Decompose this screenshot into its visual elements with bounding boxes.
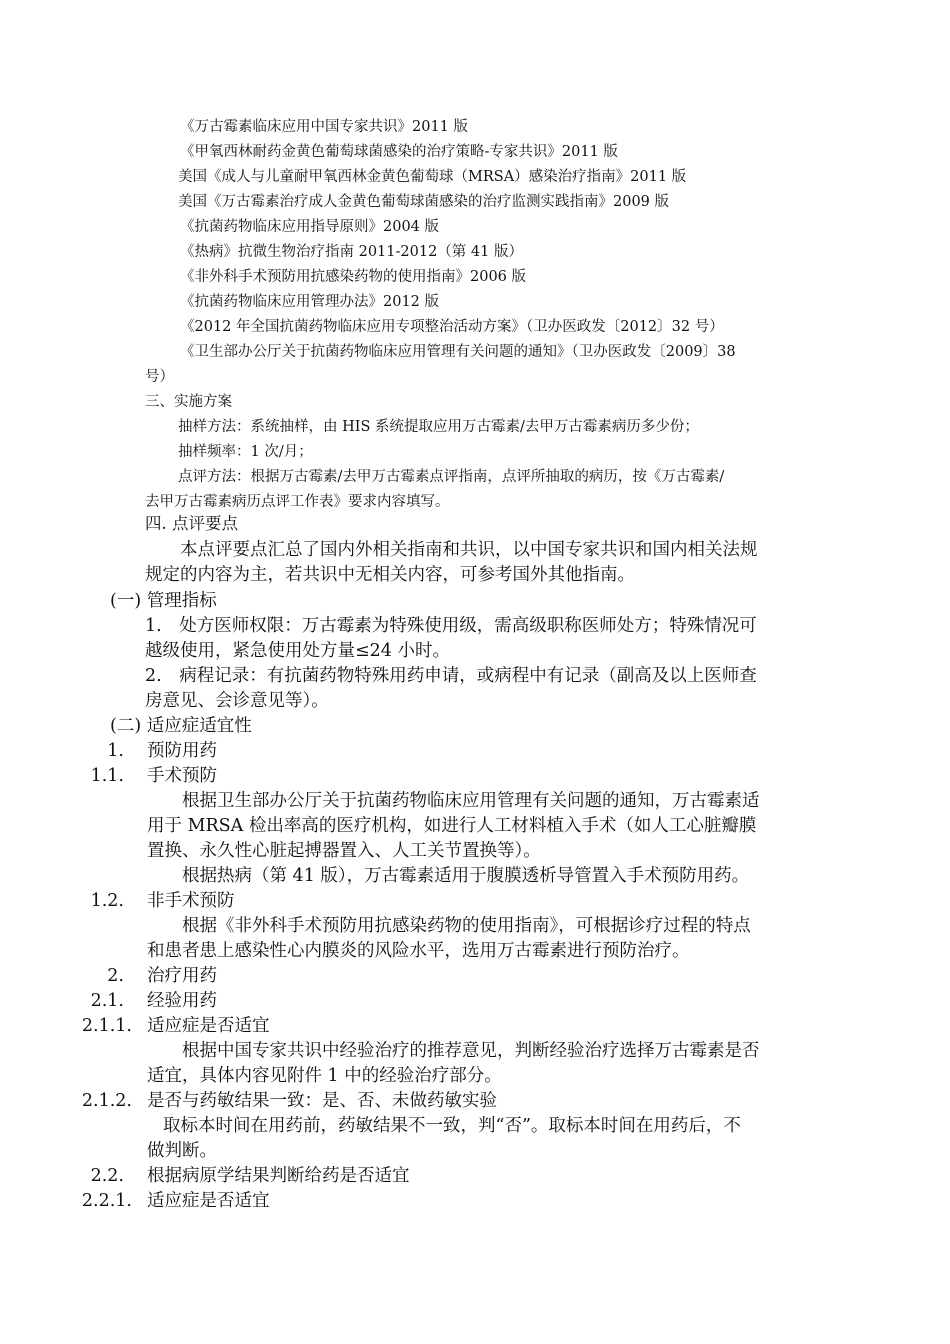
paragraph-line: 抽样方法：系统抽样，由 HIS 系统提取应用万古霉素/去甲万古霉素病历多少份； bbox=[178, 419, 699, 435]
paragraph-line: 1. 处方医师权限：万古霉素为特殊使用级，需高级职称医师处方；特殊情况可 bbox=[145, 616, 757, 636]
paragraph-line: 抽样频率：1 次/月； bbox=[178, 444, 313, 460]
paragraph-line: 2. 病程记录：有抗菌药物特殊用药申请，或病程中有记录（副高及以上医师查 bbox=[145, 666, 757, 686]
list-number: 2.1.1. bbox=[81, 1016, 132, 1036]
list-number: 2.1. bbox=[90, 991, 124, 1011]
subsection-heading: (一) 管理指标 bbox=[110, 591, 217, 611]
list-number: 1.2. bbox=[90, 891, 124, 911]
reference-line: 《非外科手术预防用抗感染药物的使用指南》2006 版 bbox=[180, 269, 527, 285]
list-number: 2. bbox=[107, 966, 124, 986]
reference-line: 《抗菌药物临床应用管理办法》2012 版 bbox=[180, 294, 440, 310]
reference-line: 《万古霉素临床应用中国专家共识》2011 版 bbox=[180, 119, 469, 135]
paragraph-line: 房意见、会诊意见等）。 bbox=[145, 691, 329, 711]
list-heading: 手术预防 bbox=[147, 766, 217, 786]
reference-line: 美国《成人与儿童耐甲氧西林金黄色葡萄球（MRSA）感染治疗指南》2011 版 bbox=[178, 169, 687, 185]
list-number: 1. bbox=[107, 741, 124, 761]
list-number: 2.2. bbox=[90, 1166, 124, 1186]
list-heading: 经验用药 bbox=[147, 991, 217, 1011]
reference-line: 《热病》抗微生物治疗指南 2011-2012（第 41 版） bbox=[180, 244, 523, 260]
list-heading: 预防用药 bbox=[147, 741, 217, 761]
reference-line: 号） bbox=[145, 369, 174, 385]
subsection-heading: (二) 适应症适宜性 bbox=[110, 716, 252, 736]
paragraph-line: 规定的内容为主，若共识中无相关内容，可参考国外其他指南。 bbox=[145, 565, 635, 585]
paragraph-line: 根据卫生部办公厅关于抗菌药物临床应用管理有关问题的通知，万古霉素适 bbox=[182, 791, 760, 811]
section-heading: 四. 点评要点 bbox=[145, 514, 238, 533]
paragraph-line: 根据热病（第 41 版），万古霉素适用于腹膜透析导管置入手术预防用药。 bbox=[182, 866, 750, 886]
paragraph-line: 取标本时间在用药前，药敏结果不一致，判“否”。取标本时间在用药后，不 bbox=[163, 1116, 741, 1136]
list-heading: 根据病原学结果判断给药是否适宜 bbox=[147, 1166, 410, 1186]
list-heading: 治疗用药 bbox=[147, 966, 217, 986]
paragraph-line: 置换、永久性心脏起搏器置入、人工关节置换等）。 bbox=[147, 841, 541, 861]
reference-line: 《卫生部办公厅关于抗菌药物临床应用管理有关问题的通知》（卫办医政发〔2009〕38 bbox=[180, 344, 736, 360]
list-heading: 非手术预防 bbox=[147, 891, 235, 911]
reference-line: 《2012 年全国抗菌药物临床应用专项整治活动方案》（卫办医政发〔2012〕32 号） bbox=[180, 319, 724, 335]
section-heading: 三、实施方案 bbox=[145, 394, 232, 410]
paragraph-line: 根据《非外科手术预防用抗感染药物的使用指南》，可根据诊疗过程的特点 bbox=[182, 916, 751, 936]
paragraph-line: 适宜，具体内容见附件 1 中的经验治疗部分。 bbox=[147, 1066, 502, 1086]
paragraph-line: 越级使用，紧急使用处方量≤24 小时。 bbox=[145, 641, 450, 661]
reference-line: 《甲氧西林耐药金黄色葡萄球菌感染的治疗策略-专家共识》2011 版 bbox=[180, 144, 618, 160]
reference-line: 美国《万古霉素治疗成人金黄色葡萄球菌感染的治疗监测实践指南》2009 版 bbox=[178, 194, 670, 210]
paragraph-line: 点评方法：根据万古霉素/去甲万古霉素点评指南，点评所抽取的病历，按《万古霉素/ bbox=[178, 469, 725, 485]
list-number: 1.1. bbox=[90, 766, 124, 786]
list-number: 2.2.1. bbox=[81, 1191, 132, 1211]
paragraph-line: 根据中国专家共识中经验治疗的推荐意见，判断经验治疗选择万古霉素是否 bbox=[182, 1041, 760, 1061]
list-heading: 适应症是否适宜 bbox=[147, 1016, 270, 1036]
paragraph-line: 本点评要点汇总了国内外相关指南和共识，以中国专家共识和国内相关法规 bbox=[180, 540, 758, 560]
paragraph-line: 去甲万古霉素病历点评工作表》要求内容填写。 bbox=[145, 494, 450, 510]
paragraph-line: 用于 MRSA 检出率高的医疗机构，如进行人工材料植入手术（如人工心脏瓣膜 bbox=[147, 816, 757, 836]
paragraph-line: 做判断。 bbox=[147, 1141, 217, 1161]
list-number: 2.1.2. bbox=[81, 1091, 132, 1111]
paragraph-line: 和患者患上感染性心内膜炎的风险水平，选用万古霉素进行预防治疗。 bbox=[147, 941, 690, 961]
list-heading: 适应症是否适宜 bbox=[147, 1191, 270, 1211]
reference-line: 《抗菌药物临床应用指导原则》2004 版 bbox=[180, 219, 440, 235]
list-heading: 是否与药敏结果一致：是、否、未做药敏实验 bbox=[147, 1091, 497, 1111]
